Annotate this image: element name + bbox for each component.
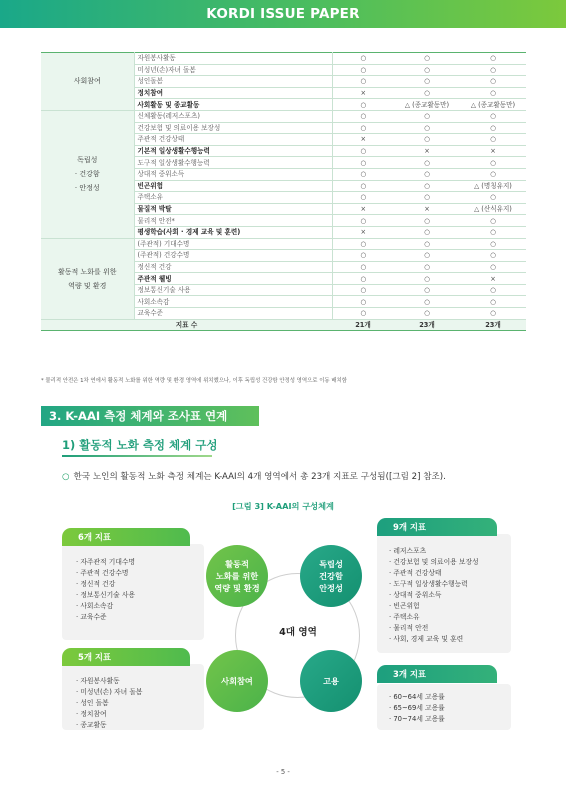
value-cell: ○ [394, 110, 460, 122]
indicator-cell: 도구적 일상생활수행능력 [134, 157, 332, 169]
value-cell: ○ [460, 250, 526, 262]
indicator-cell: 주관적 건강상태 [134, 134, 332, 146]
circle-label: 활동적 노화를 위한 역량 및 환경 [214, 559, 260, 593]
circle-social-participation: 사회참여 [206, 650, 268, 712]
value-cell: ○ [460, 261, 526, 273]
indicator-table [41, 52, 526, 331]
section-3-heading: 3. K-AAI 측정 체계와 조사표 연계 [41, 406, 259, 426]
indicator-cell: (주관적) 기대수명 [134, 238, 332, 250]
table-row [41, 110, 526, 122]
value-cell: ○ [332, 122, 394, 134]
value-cell: × [394, 145, 460, 157]
indicator-cell: 상대적 중위소득 [134, 168, 332, 180]
list-item: · 정치참여 [76, 709, 142, 720]
list-item: · 자원봉사활동 [76, 676, 142, 687]
category-cell: 사회참여 [41, 53, 134, 111]
indicator-cell: 물질적 박탈 [134, 203, 332, 215]
list-item: · 레저스포츠 [389, 546, 479, 557]
value-cell: ○ [394, 180, 460, 192]
box-independence-head: 9개 지표 [377, 518, 497, 536]
box-employment-head: 3개 지표 [377, 665, 497, 683]
value-cell: ○ [460, 238, 526, 250]
circle-independence [300, 545, 362, 607]
header-banner [0, 0, 566, 28]
list-item: · 70~74세 고용률 [389, 714, 445, 725]
value-cell: ○ [332, 53, 394, 65]
value-cell: × [394, 203, 460, 215]
list-item: · 미성년(손) 자녀 돌봄 [76, 687, 142, 698]
list-item: · 사회소속감 [76, 601, 135, 612]
indicator-cell: 평생학습(사회 · 경제 교육 및 훈련) [134, 226, 332, 238]
list-item: · 정신적 건강 [76, 579, 135, 590]
value-cell: ○ [332, 296, 394, 308]
value-cell: ○ [332, 180, 394, 192]
figure-title: [그림 3] K-AAI의 구성체계 [232, 501, 334, 511]
value-cell: ○ [332, 76, 394, 88]
value-cell: ○ [332, 308, 394, 320]
value-cell: ○ [460, 226, 526, 238]
value-cell: ○ [394, 64, 460, 76]
indicator-cell: 사회소속감 [134, 296, 332, 308]
list-item: · 정보통신기술 사용 [76, 590, 135, 601]
value-cell: ○ [332, 261, 394, 273]
indicator-cell: 신체활동(레저스포츠) [134, 110, 332, 122]
value-cell: ○ [394, 134, 460, 146]
box-capacity-head: 6개 지표 [62, 528, 190, 546]
box-employment-list [389, 692, 445, 725]
body-paragraph [62, 470, 446, 482]
value-cell: ○ [460, 134, 526, 146]
value-cell: ○ [394, 215, 460, 227]
value-cell: × [460, 273, 526, 285]
value-cell: ○ [332, 145, 394, 157]
four-domains-label: 4대 영역 [279, 627, 317, 638]
value-cell: ○ [394, 122, 460, 134]
value-cell: ○ [332, 110, 394, 122]
list-item: · 주관적 건강수명 [76, 568, 135, 579]
value-cell: ○ [394, 261, 460, 273]
header-title: KORDI ISSUE PAPER [206, 6, 360, 22]
value-cell: ○ [332, 64, 394, 76]
value-cell: △ (종교활동만) [394, 99, 460, 111]
list-item: · 주관적 건강상태 [389, 568, 479, 579]
value-cell: ○ [460, 215, 526, 227]
indicator-cell: 정보통신기술 사용 [134, 284, 332, 296]
list-item: · 도구적 일상생활수행능력 [389, 579, 479, 590]
paragraph-text: 한국 노인의 활동적 노화 측정 체계는 K-AAI의 4개 영역에서 총 23개 지표로 구성됨([그림 2] 참조). [73, 472, 446, 482]
value-cell: ○ [394, 273, 460, 285]
value-cell: × [332, 134, 394, 146]
circle-capacity-environment [206, 545, 268, 607]
value-cell: ○ [332, 168, 394, 180]
value-cell: ○ [394, 308, 460, 320]
subsection-underline [62, 455, 212, 457]
value-cell: ○ [394, 168, 460, 180]
value-cell: ○ [394, 157, 460, 169]
category-cell: 활동적 노화를 위한 역량 및 환경 [41, 238, 134, 319]
value-cell: ○ [460, 87, 526, 99]
list-item: · 65~69세 고용률 [389, 703, 445, 714]
value-cell: ○ [332, 157, 394, 169]
list-item: · 사회, 경제 교육 및 훈련 [389, 634, 479, 645]
total-row [41, 319, 526, 331]
value-cell: ○ [460, 53, 526, 65]
value-cell: ○ [332, 215, 394, 227]
list-item: · 교육수준 [76, 612, 135, 623]
box-independence-list [389, 546, 479, 645]
table-footnote: * 물리적 안전은 1차 연에서 활동적 노화를 위한 역량 및 환경 영역에 위치했으나, 이후 독립성 건강함 안정성 영역으로 이동 배치함 [41, 378, 347, 384]
value-cell: ○ [460, 168, 526, 180]
indicator-cell: 물리적 안전* [134, 215, 332, 227]
subsection-1-heading: 1) 활동적 노화 측정 체계 구성 [62, 438, 218, 452]
circle-employment: 고용 [300, 650, 362, 712]
indicator-cell: 빈곤위험 [134, 180, 332, 192]
list-item: · 종교활동 [76, 720, 142, 731]
value-cell: × [332, 203, 394, 215]
value-cell: ○ [460, 110, 526, 122]
circle-label: 독립성 건강함 안정성 [319, 559, 343, 593]
indicator-cell: 정치참여 [134, 87, 332, 99]
value-cell: ○ [394, 53, 460, 65]
value-cell: × [332, 87, 394, 99]
value-cell: ○ [460, 64, 526, 76]
value-cell: ○ [460, 122, 526, 134]
value-cell: ○ [460, 296, 526, 308]
list-item: · 상대적 중위소득 [389, 590, 479, 601]
indicator-cell: 정신적 건강 [134, 261, 332, 273]
value-cell: ○ [460, 157, 526, 169]
list-item: · 빈곤위험 [389, 601, 479, 612]
value-cell: ○ [394, 296, 460, 308]
value-cell: ○ [394, 226, 460, 238]
indicator-cell: 자원봉사활동 [134, 53, 332, 65]
indicator-cell: 미성년(손)자녀 돌봄 [134, 64, 332, 76]
value-cell: ○ [460, 192, 526, 204]
value-cell: △ (명칭유지) [460, 180, 526, 192]
bullet-circle-icon: ○ [62, 472, 70, 482]
value-cell: △ (종교활동만) [460, 99, 526, 111]
list-item: · 물리적 안전 [389, 623, 479, 634]
box-social-head: 5개 지표 [62, 648, 190, 666]
indicator-cell: (주관적) 건강수명 [134, 250, 332, 262]
value-cell: ○ [394, 238, 460, 250]
category-cell: 독립성 · 건강함 · 안정성 [41, 110, 134, 238]
box-social-list [76, 676, 142, 731]
value-cell: ○ [332, 250, 394, 262]
value-cell: × [332, 226, 394, 238]
indicator-cell: 성인돌봄 [134, 76, 332, 88]
page-number: - 5 - [276, 768, 290, 776]
value-cell: ○ [460, 76, 526, 88]
value-cell: ○ [332, 238, 394, 250]
box-capacity-list [76, 557, 135, 623]
value-cell: ○ [332, 273, 394, 285]
value-cell: ○ [394, 87, 460, 99]
value-cell: ○ [394, 76, 460, 88]
list-item: · 건강보험 및 의료이용 보장성 [389, 557, 479, 568]
indicator-cell: 주관적 웰빙 [134, 273, 332, 285]
total-value: 21개 [332, 319, 394, 331]
indicator-cell: 건강보험 및 의료이용 보장성 [134, 122, 332, 134]
list-item: · 60~64세 고용률 [389, 692, 445, 703]
list-item: · 성인 돌봄 [76, 698, 142, 709]
value-cell: ○ [394, 192, 460, 204]
value-cell: ○ [332, 99, 394, 111]
value-cell: ○ [332, 284, 394, 296]
value-cell: ○ [460, 308, 526, 320]
total-value: 23개 [460, 319, 526, 331]
total-value: 23개 [394, 319, 460, 331]
value-cell: ○ [394, 250, 460, 262]
value-cell: ○ [460, 284, 526, 296]
total-label: 지표 수 [41, 319, 332, 331]
table-row [41, 238, 526, 250]
list-item: · 자주관적 기대수명 [76, 557, 135, 568]
value-cell: ○ [332, 192, 394, 204]
value-cell: × [460, 145, 526, 157]
indicator-cell: 교육수준 [134, 308, 332, 320]
indicator-cell: 사회활동 및 종교활동 [134, 99, 332, 111]
list-item: · 주택소유 [389, 612, 479, 623]
table-row [41, 53, 526, 65]
value-cell: △ (산식유지) [460, 203, 526, 215]
value-cell: ○ [394, 284, 460, 296]
indicator-cell: 주택소유 [134, 192, 332, 204]
indicator-cell: 기본적 일상생활수행능력 [134, 145, 332, 157]
